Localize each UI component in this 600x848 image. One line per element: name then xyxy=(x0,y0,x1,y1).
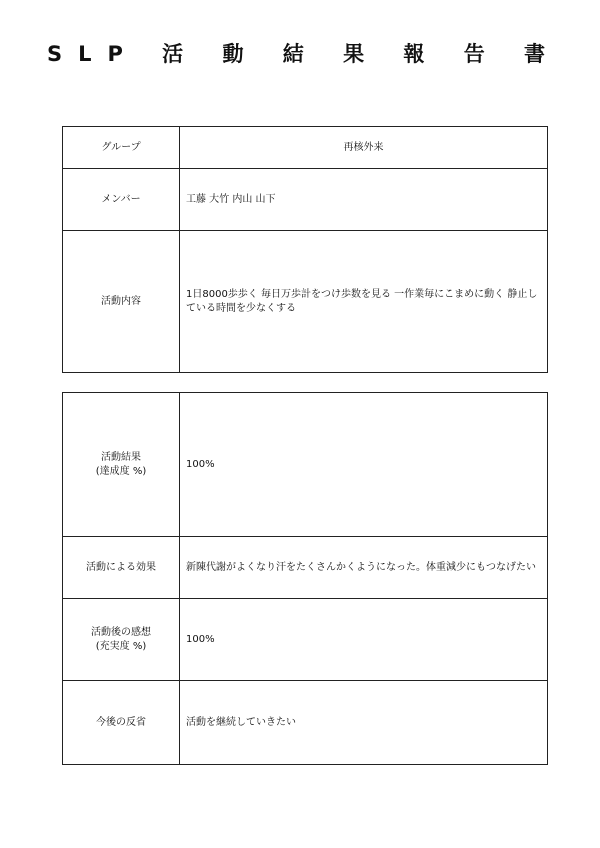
table-row-reflection xyxy=(63,681,548,765)
activity-content-value: 1日8000歩歩く 毎日万歩計をつけ歩数を見る 一作業毎にこまめに動く 静止している時間を少なくする xyxy=(180,231,548,373)
members-label: メンバー xyxy=(63,169,180,231)
effect-value: 新陳代謝がよくなり汗をたくさんかくようになった。体重減少にもつなげたい xyxy=(180,537,548,599)
table-row-members xyxy=(63,169,548,231)
group-label: グループ xyxy=(63,127,180,169)
reflection-label: 今後の反省 xyxy=(63,681,180,765)
impression-label-cell xyxy=(63,599,180,681)
group-info-table xyxy=(62,126,548,373)
effect-label: 活動による効果 xyxy=(63,537,180,599)
table-row-result xyxy=(63,393,548,537)
impression-label: 活動後の感想 xyxy=(91,627,151,638)
group-value: 再核外来 xyxy=(180,127,548,169)
table-row-activity xyxy=(63,231,548,373)
impression-value: 100% xyxy=(180,599,548,681)
document-title: SLP 活 動 結 果 報 告 書 xyxy=(46,42,562,66)
members-value: 工藤 大竹 内山 山下 xyxy=(180,169,548,231)
table-row-group xyxy=(63,127,548,169)
result-label-cell xyxy=(63,393,180,537)
reflection-value: 活動を継続していきたい xyxy=(180,681,548,765)
result-sublabel: (達成度 %) xyxy=(95,465,147,477)
impression-sublabel: (充実度 %) xyxy=(95,640,147,652)
results-table xyxy=(62,392,548,765)
table-row-impression xyxy=(63,599,548,681)
table-row-effect xyxy=(63,537,548,599)
activity-content-label: 活動内容 xyxy=(63,231,180,373)
result-value: 100% xyxy=(180,393,548,537)
result-label: 活動結果 xyxy=(101,452,141,463)
